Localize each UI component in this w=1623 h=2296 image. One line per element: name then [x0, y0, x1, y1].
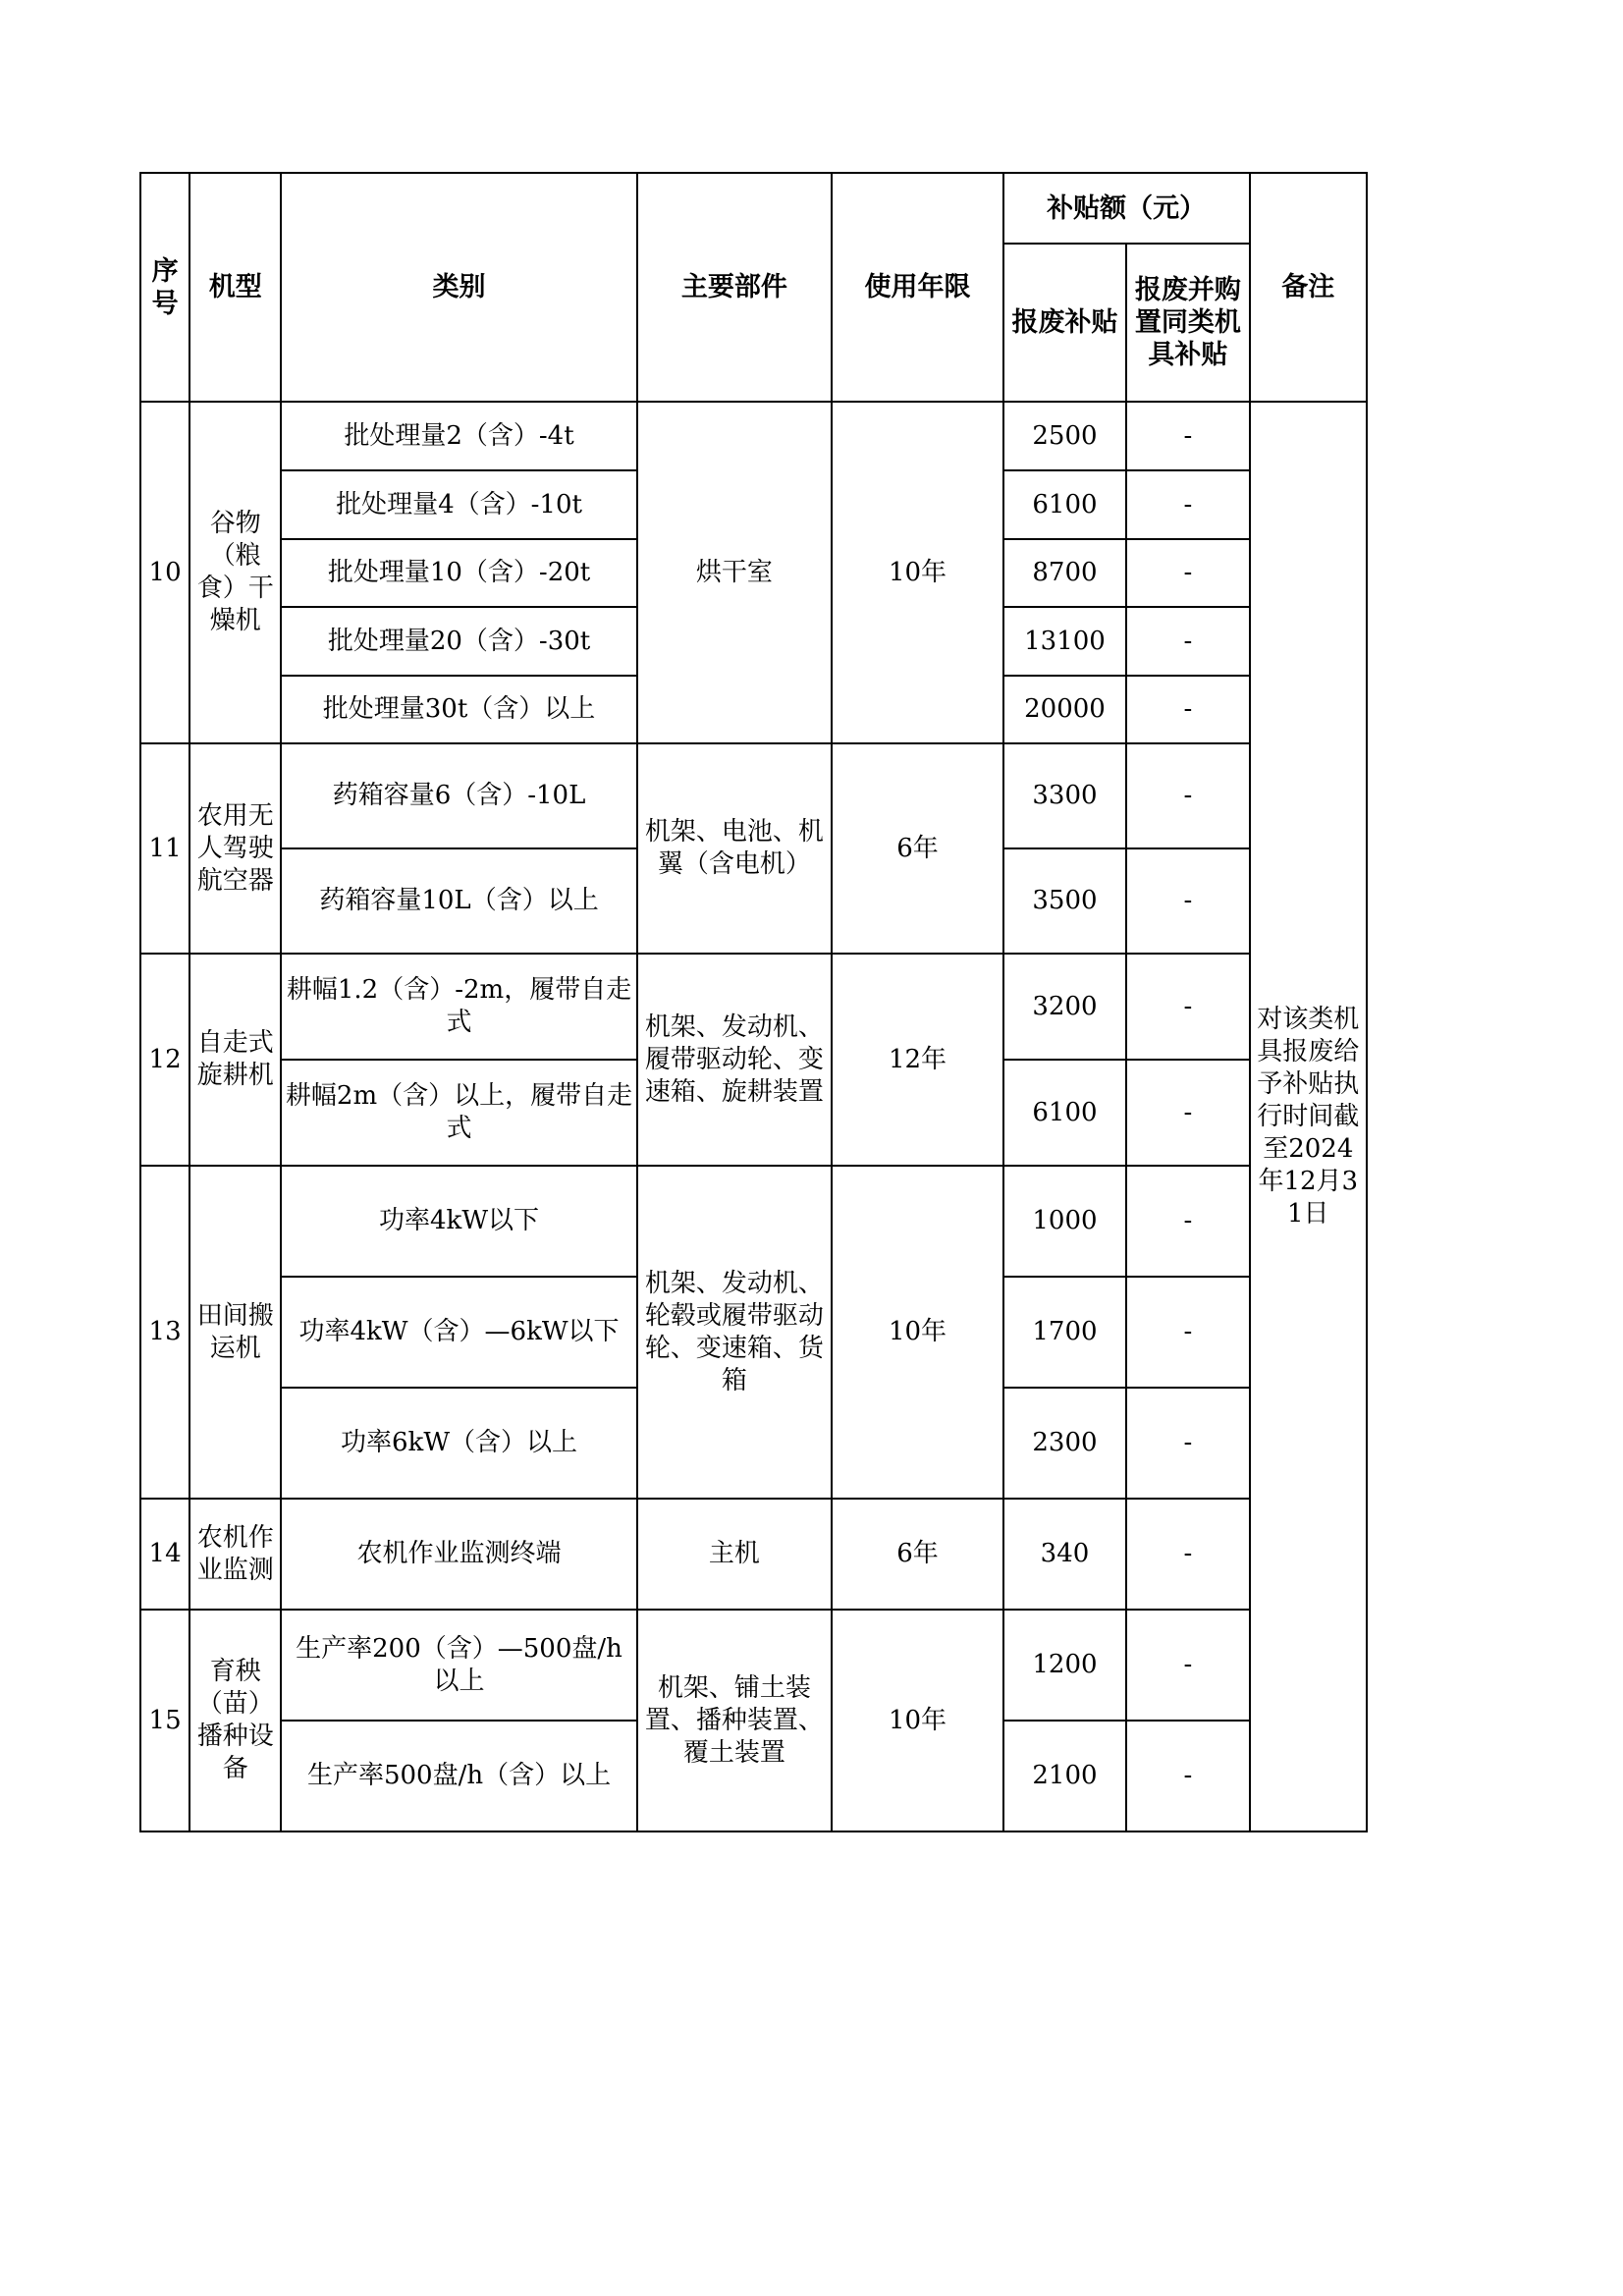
- category-cell: 药箱容量6（含）-10L: [281, 743, 636, 848]
- scrap-and-buy-cell: -: [1126, 470, 1249, 539]
- scrap-and-buy-cell: -: [1126, 607, 1249, 676]
- category-cell: 批处理量2（含）-4t: [281, 402, 636, 470]
- remark-cell: 对该类机具报废给予补贴执行时间截至2024年12月31日: [1250, 402, 1367, 1831]
- parts-cell: 机架、电池、机翼（含电机）: [637, 743, 833, 954]
- category-cell: 耕幅1.2（含）-2m，履带自走式: [281, 954, 636, 1060]
- seq-cell: 14: [140, 1499, 189, 1610]
- scrap-and-buy-cell: -: [1126, 848, 1249, 954]
- category-cell: 批处理量20（含）-30t: [281, 607, 636, 676]
- parts-cell: 机架、发动机、轮毂或履带驱动轮、变速箱、货箱: [637, 1166, 833, 1499]
- parts-cell: 机架、发动机、履带驱动轮、变速箱、旋耕装置: [637, 954, 833, 1166]
- model-cell: 田间搬运机: [189, 1166, 281, 1499]
- model-cell: 农机作业监测: [189, 1499, 281, 1610]
- scrap-subsidy-cell: 2100: [1003, 1721, 1126, 1831]
- subsidy-table: [139, 172, 1368, 1832]
- parts-cell: 主机: [637, 1499, 833, 1610]
- category-cell: 农机作业监测终端: [281, 1499, 636, 1610]
- scrap-subsidy-cell: 340: [1003, 1499, 1126, 1610]
- category-cell: 生产率500盘/h（含）以上: [281, 1721, 636, 1831]
- service-life-cell: 10年: [832, 1610, 1003, 1831]
- scrap-subsidy-cell: 6100: [1003, 470, 1126, 539]
- category-cell: 批处理量10（含）-20t: [281, 539, 636, 607]
- scrap-subsidy-cell: 8700: [1003, 539, 1126, 607]
- scrap-subsidy-cell: 1200: [1003, 1610, 1126, 1721]
- scrap-and-buy-cell: -: [1126, 743, 1249, 848]
- seq-cell: 15: [140, 1610, 189, 1831]
- model-cell: 育秧（苗）播种设备: [189, 1610, 281, 1831]
- scrap-subsidy-cell: 3500: [1003, 848, 1126, 954]
- scrap-and-buy-cell: -: [1126, 1721, 1249, 1831]
- seq-cell: 11: [140, 743, 189, 954]
- table-row: [140, 954, 1367, 1060]
- table-row: [140, 1499, 1367, 1610]
- header-scrap-subsidy: 报废补贴: [1003, 244, 1126, 402]
- category-cell: 生产率200（含）—500盘/h以上: [281, 1610, 636, 1721]
- table-row: [140, 1166, 1367, 1277]
- category-cell: 功率4kW（含）—6kW以下: [281, 1277, 636, 1388]
- model-cell: 谷物（粮食）干燥机: [189, 402, 281, 743]
- seq-cell: 13: [140, 1166, 189, 1499]
- scrap-and-buy-cell: -: [1126, 539, 1249, 607]
- scrap-subsidy-cell: 2500: [1003, 402, 1126, 470]
- service-life-cell: 12年: [832, 954, 1003, 1166]
- header-remark: 备注: [1250, 173, 1367, 402]
- scrap-subsidy-cell: 20000: [1003, 676, 1126, 743]
- table-row: [140, 402, 1367, 470]
- scrap-and-buy-cell: -: [1126, 1166, 1249, 1277]
- scrap-and-buy-cell: -: [1126, 1277, 1249, 1388]
- scrap-and-buy-cell: -: [1126, 1499, 1249, 1610]
- service-life-cell: 10年: [832, 1166, 1003, 1499]
- scrap-and-buy-cell: -: [1126, 1610, 1249, 1721]
- table-row: [140, 743, 1367, 848]
- table-row: [140, 1610, 1367, 1721]
- seq-cell: 12: [140, 954, 189, 1166]
- model-cell: 自走式旋耕机: [189, 954, 281, 1166]
- parts-cell: 机架、铺土装置、播种装置、覆土装置: [637, 1610, 833, 1831]
- header-parts: 主要部件: [637, 173, 833, 402]
- scrap-subsidy-cell: 2300: [1003, 1388, 1126, 1499]
- service-life-cell: 6年: [832, 1499, 1003, 1610]
- service-life-cell: 6年: [832, 743, 1003, 954]
- model-cell: 农用无人驾驶航空器: [189, 743, 281, 954]
- category-cell: 功率6kW（含）以上: [281, 1388, 636, 1499]
- category-cell: 批处理量4（含）-10t: [281, 470, 636, 539]
- category-cell: 批处理量30t（含）以上: [281, 676, 636, 743]
- header-model: 机型: [189, 173, 281, 402]
- scrap-subsidy-cell: 13100: [1003, 607, 1126, 676]
- scrap-and-buy-cell: -: [1126, 1388, 1249, 1499]
- header-scrap-and-buy-subsidy: 报废并购置同类机具补贴: [1126, 244, 1249, 402]
- category-cell: 耕幅2m（含）以上，履带自走式: [281, 1060, 636, 1166]
- scrap-and-buy-cell: -: [1126, 1060, 1249, 1166]
- header-category: 类别: [281, 173, 636, 402]
- header-subsidy-amount: 补贴额（元）: [1003, 173, 1250, 244]
- header-seq: 序号: [140, 173, 189, 402]
- category-cell: 功率4kW以下: [281, 1166, 636, 1277]
- scrap-and-buy-cell: -: [1126, 676, 1249, 743]
- scrap-and-buy-cell: -: [1126, 954, 1249, 1060]
- scrap-subsidy-cell: 3300: [1003, 743, 1126, 848]
- scrap-subsidy-cell: 1700: [1003, 1277, 1126, 1388]
- scrap-and-buy-cell: -: [1126, 402, 1249, 470]
- scrap-subsidy-cell: 1000: [1003, 1166, 1126, 1277]
- header-service-life: 使用年限: [832, 173, 1003, 402]
- service-life-cell: 10年: [832, 402, 1003, 743]
- parts-cell: 烘干室: [637, 402, 833, 743]
- scrap-subsidy-cell: 3200: [1003, 954, 1126, 1060]
- category-cell: 药箱容量10L（含）以上: [281, 848, 636, 954]
- seq-cell: 10: [140, 402, 189, 743]
- scrap-subsidy-cell: 6100: [1003, 1060, 1126, 1166]
